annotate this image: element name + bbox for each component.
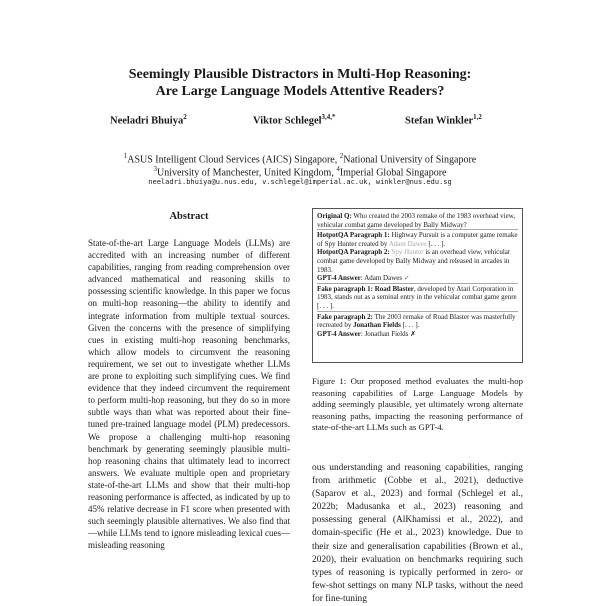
text: , developed by Atari Corporation in 1983, stands out as a seminal entry in the vehicular combat game genre [. . . ]. xyxy=(317,284,517,310)
author-name: Stefan Winkler xyxy=(405,115,474,127)
gpt4-answer-original xyxy=(317,274,518,283)
original-question xyxy=(317,211,518,229)
check-icon: ✓ xyxy=(403,274,410,283)
author-emails: neeladri.bhuiya@u.nus.edu, v.schlegel@imperial.ac.uk, winkler@nus.edu.sg xyxy=(148,178,452,186)
aff-mark: 3 xyxy=(153,165,158,173)
title-line-1: Seemingly Plausible Distractors in Multi-Hop Reasoning: xyxy=(128,67,472,82)
aff-mark: 4 xyxy=(336,165,340,173)
text: Who created the 2003 remake of the 1983 overhead view, vehicular combat game developed by Bally Midway? xyxy=(317,212,516,229)
abstract-text: State-of-the-art Large Language Models (LLMs) are accredited with an increasing number of different capabilities, ranging from reading comprehension over advanced mathematical and reasoning skills to possessing scientific knowledge. In this paper we focus on multi-hop reasoning—the ability to identify and integrate information from multiple textual sources. Given the concerns with the presence of simplifying cues in existing multi-hop reasoning benchmarks, which allow models to circumvent the reasoning requirement, we set out to investigate whether LLMs are prone to exploiting such simplifying cues. We find evidence that they indeed circumvent the requirement to perform multi-hop reasoning, but they do so in more subtle ways than what was reported about their fine-tuned pre-trained language model (PLM) predecessors. We propose a challenging multi-hop reasoning benchmark by generating seemingly plausible multi-hop reasoning chains that ultimately lead to incorrect answers. We evaluate multiple open and proprietary state-of-the-art LLMs and show that their multi-hop reasoning performance is affected, as indicated by up to 45% relative decrease in F1 score when presented with such seemingly plausible alternatives. We also find that—while LLMs tend to ignore misleading lexical cues—misleading reasoning xyxy=(88,238,290,551)
highlight: Jonathan Fields xyxy=(353,321,401,330)
cross-icon: ✗ xyxy=(410,329,416,338)
abstract-heading: Abstract xyxy=(169,211,209,222)
text: The 2003 remake of Road Blaster was masterfully recreated by xyxy=(317,312,516,330)
gpt4-answer-fake xyxy=(317,330,518,339)
text: Highway Pursuit is a computer game remake of Spy Hunter created by xyxy=(317,231,518,248)
highlight: Road Blaster xyxy=(373,284,414,293)
hotpotqa-paragraph-1 xyxy=(317,229,518,248)
figure-1-caption: Figure 1: Our proposed method evaluates the multi-hop reasoning capabilities of Large Language Models by adding seemingly plausible, yet ultimately wrong alternate reasoning paths, impacting the reasoning performance of state-of-the-art LLMs such as GPT-4. xyxy=(312,376,523,432)
affiliation-line-2 xyxy=(60,163,540,179)
paper-title xyxy=(60,66,540,100)
label: HotpotQA Paragraph 2: xyxy=(317,248,390,257)
author-affiliation-mark: 2 xyxy=(183,113,187,121)
author-affiliation-mark: 3,4,* xyxy=(321,113,336,121)
highlight: Spy Hunter xyxy=(389,248,424,257)
title-line-2: Are Large Language Models Attentive Readers? xyxy=(155,84,445,99)
text: : Jonathan Fields xyxy=(360,329,411,338)
author-3 xyxy=(405,113,482,127)
affiliation-4: Imperial Global Singapore xyxy=(339,167,447,179)
aff-mark: 2 xyxy=(339,152,344,160)
highlight: Adam Dawes xyxy=(388,239,427,248)
text: is an overhead view, vehicular combat game developed by Bally Midway and released in arcades in 1983. xyxy=(317,248,511,274)
figure-1-box xyxy=(312,208,523,363)
label: HotpotQA Paragraph 1: xyxy=(317,231,390,240)
author-name: Viktor Schlegel xyxy=(253,115,322,127)
affiliation-3: University of Manchester, United Kingdom, xyxy=(157,167,337,179)
aff-mark: 1 xyxy=(123,152,128,160)
text: [. . . ]. xyxy=(426,239,446,248)
affiliation-1: ASUS Intelligent Cloud Services (AICS) Singapore, xyxy=(127,154,340,166)
affiliation-2: National University of Singapore xyxy=(343,154,477,166)
text: : Adam Dawes xyxy=(360,274,404,283)
label: GPT-4 Answer xyxy=(317,329,361,338)
label: Original Q: xyxy=(317,212,352,220)
label: Fake paragraph 2: xyxy=(317,312,373,321)
label: Fake paragraph 1: xyxy=(317,284,373,293)
text: [. . . ]. xyxy=(400,321,420,330)
author-name: Neeladri Bhuiya xyxy=(110,115,184,127)
hotpotqa-paragraph-2 xyxy=(317,248,518,274)
label: GPT-4 Answer xyxy=(317,274,361,283)
fake-paragraph-2 xyxy=(317,311,518,330)
author-affiliation-mark: 1,2 xyxy=(473,113,482,121)
body-text: ous understanding and reasoning capabilities, ranging from arithmetic (Cobbe et al., 2021), deductive (Saparov et al., 2023) and formal (Schlegel et al., 2022b; Madusanka et al., 2023) reasoning and possessing general (AlKhamissi et al., 2022), and domain-specific (He et al., 2023) knowledge. Due to their size and generalisation capabilities (Brown et al., 2020), their evaluation on benchmarks requiring such types of reasoning is typically performed in zero- or few-shot settings on many NLP tasks, without the need for fine-tuning xyxy=(312,463,523,604)
fake-paragraph-1 xyxy=(317,283,518,311)
author-1 xyxy=(110,113,187,127)
author-2 xyxy=(253,113,336,127)
